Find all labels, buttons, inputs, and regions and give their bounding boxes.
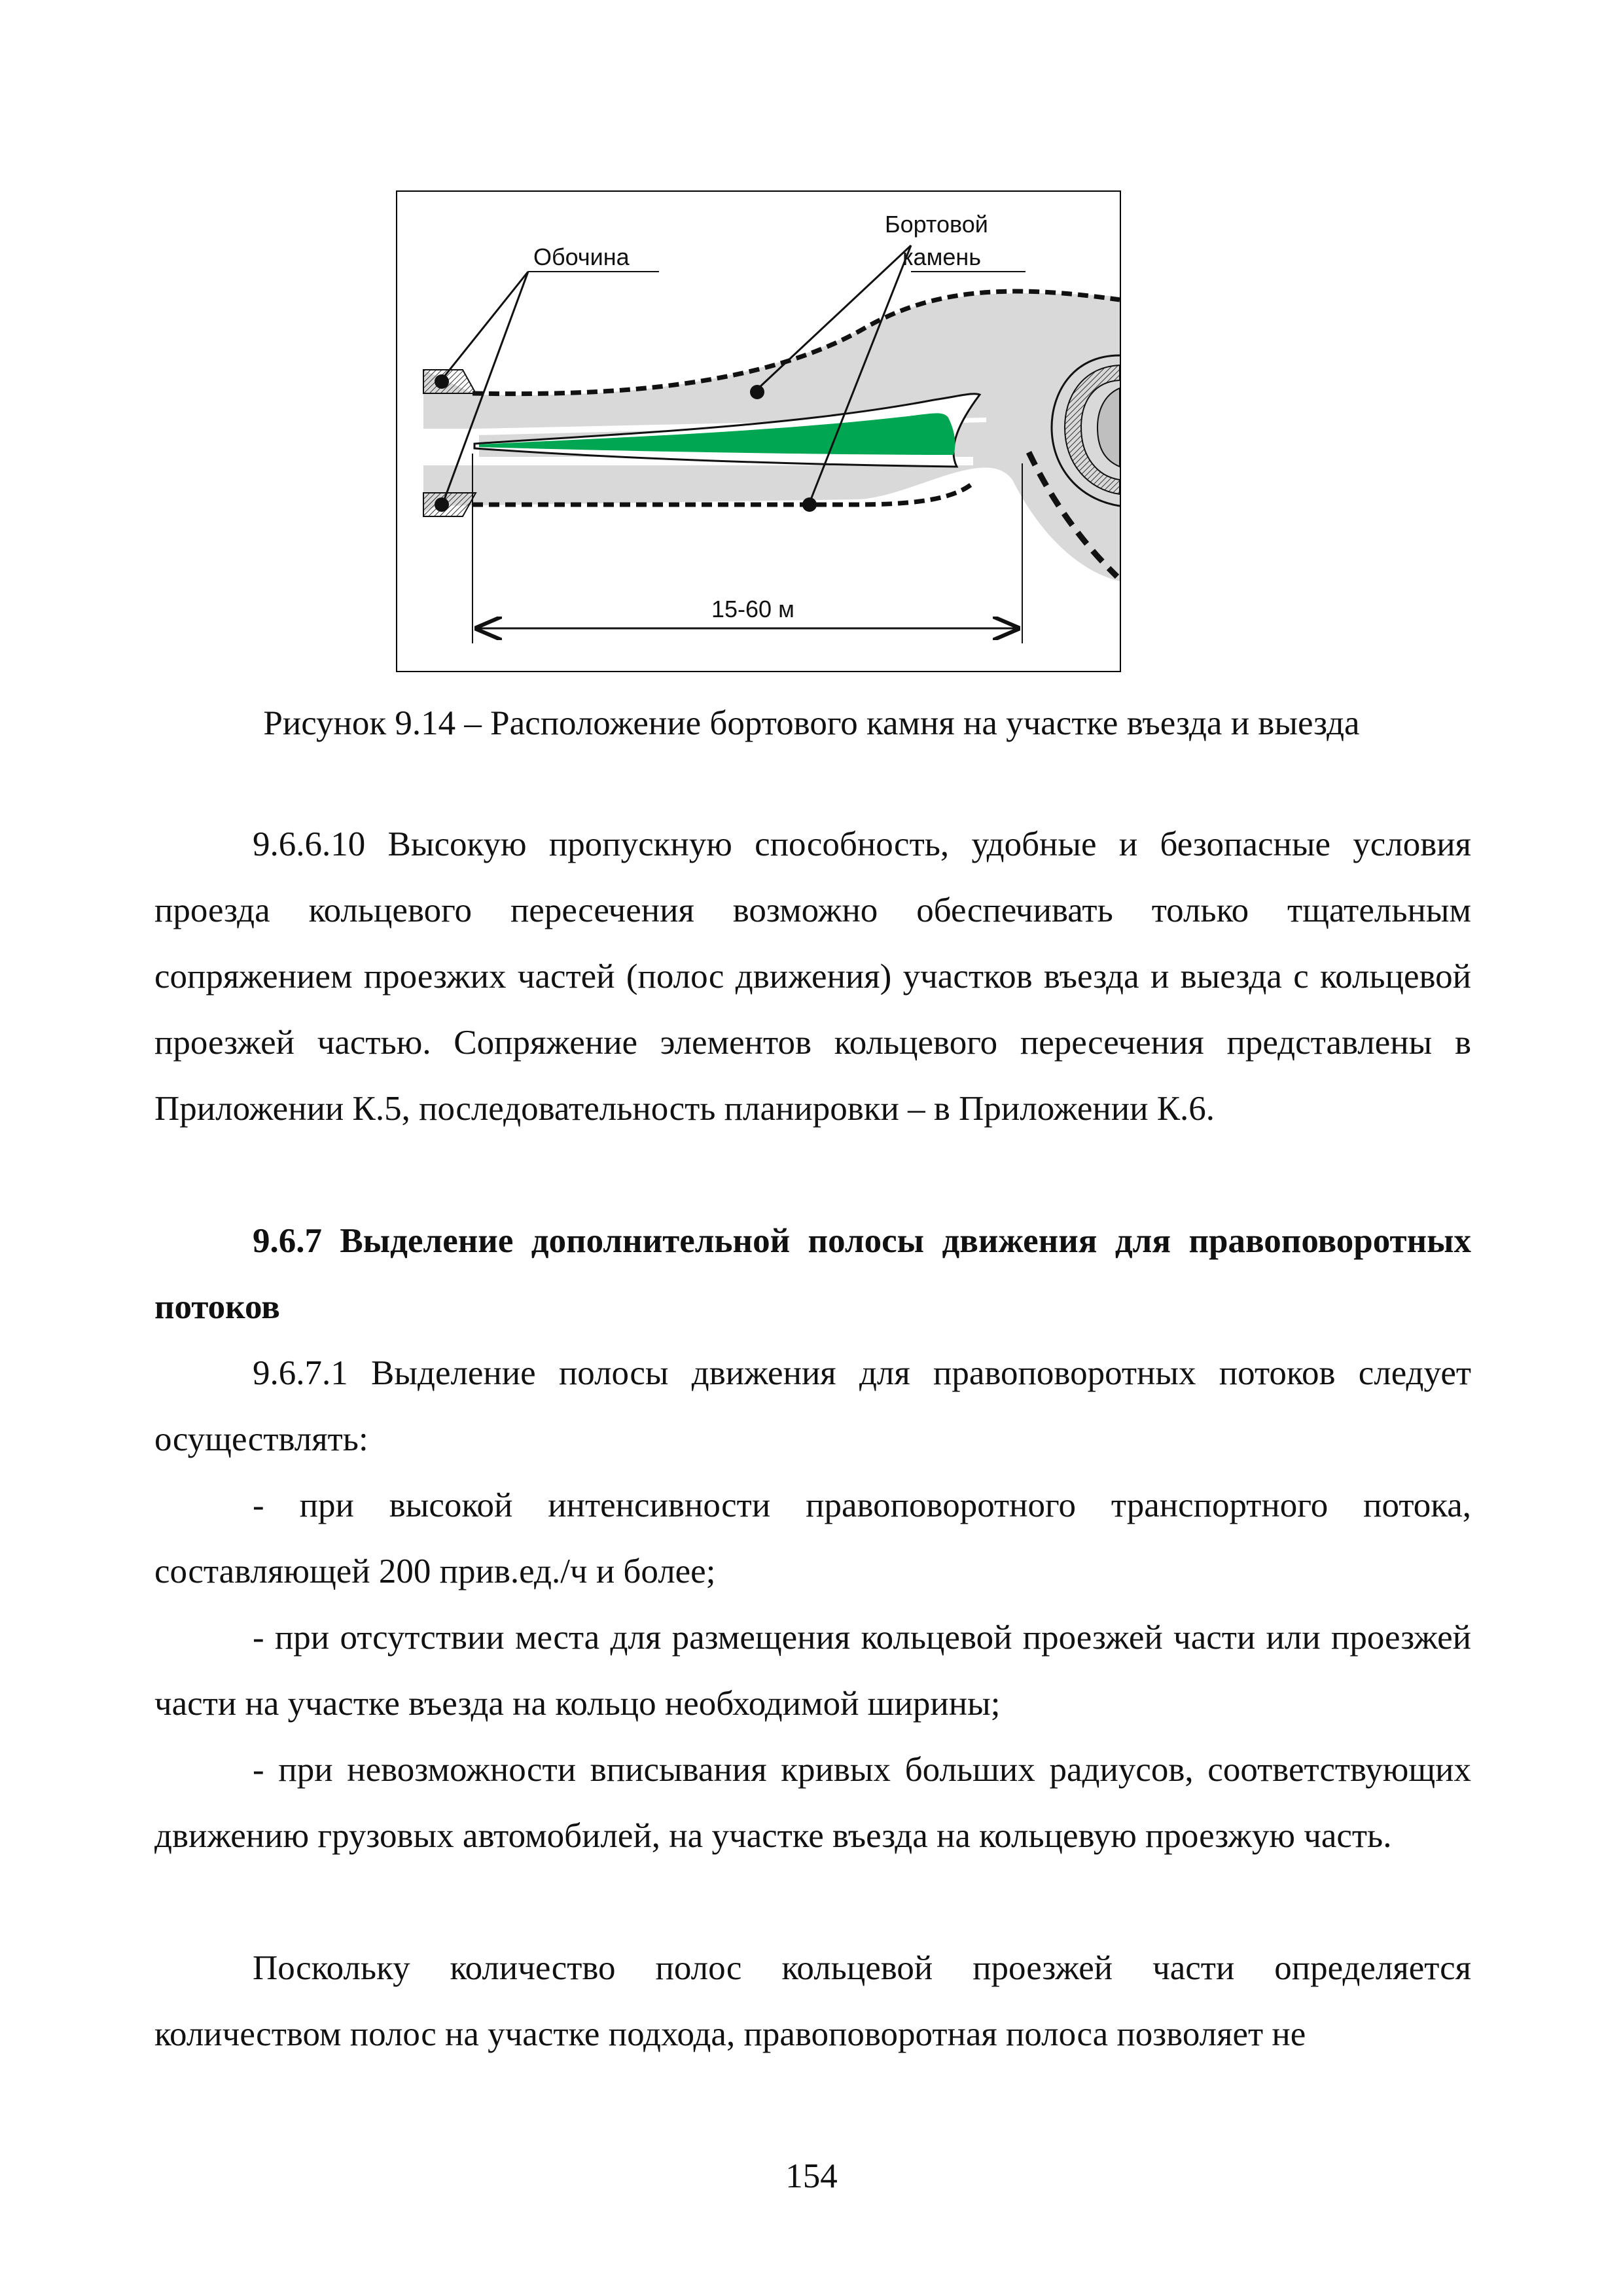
list-item: - при невозможности вписывания кривых больших радиусов, соответствующих движению грузовых автомобилей, на участке въезда на кольцевую проезжую часть. xyxy=(154,1751,1471,1855)
dimension-label: 15-60 м xyxy=(711,596,794,622)
shoulder-end-upper xyxy=(423,370,476,393)
page-number: 154 xyxy=(785,2157,838,2195)
figure-caption: Рисунок 9.14 – Расположение бортового камня на участке въезда и выезда xyxy=(263,704,1360,742)
paragraph-9-6-6-10: 9.6.6.10 Высокую пропускную способность, удобные и безопасные условия проезда кольцевого пересечения возможно обеспечивать только тщательным сопряжением проезжих частей (полос движения) участков въезда и выезда с кольцевой проезжей частью. Сопряжение элементов кольцевого пересечения представлены в Приложении К.5, последовательность планировки – в Приложении К.6. xyxy=(154,825,1471,1128)
figure-9-14 xyxy=(396,190,1121,672)
paragraph-9-6-7-1: 9.6.7.1 Выделение полосы движения для правоповоротных потоков следует осуществлять: xyxy=(154,1354,1471,1458)
label-shoulder: Обочина xyxy=(533,243,630,270)
label-curb-line2: камень xyxy=(902,243,981,270)
shoulder-end-lower xyxy=(423,493,476,516)
curb-layout-diagram xyxy=(397,192,1120,671)
paragraph-closing: Поскольку количество полос кольцевой проезжей части определяется количеством полос на участке подхода, правоповоротная полоса позволяет не xyxy=(154,1949,1471,2053)
label-curb-line1: Бортовой xyxy=(885,211,988,238)
list-item: - при высокой интенсивности правоповоротного транспортного потока, составляющей 200 прив.ед./ч и более; xyxy=(154,1486,1471,1590)
section-heading-9-6-7: 9.6.7 Выделение дополнительной полосы движения для правоповоротных потоков xyxy=(154,1222,1471,1326)
list-item: - при отсутствии места для размещения кольцевой проезжей части или проезжей части на участке въезда на кольцо необходимой ширины; xyxy=(154,1619,1471,1723)
